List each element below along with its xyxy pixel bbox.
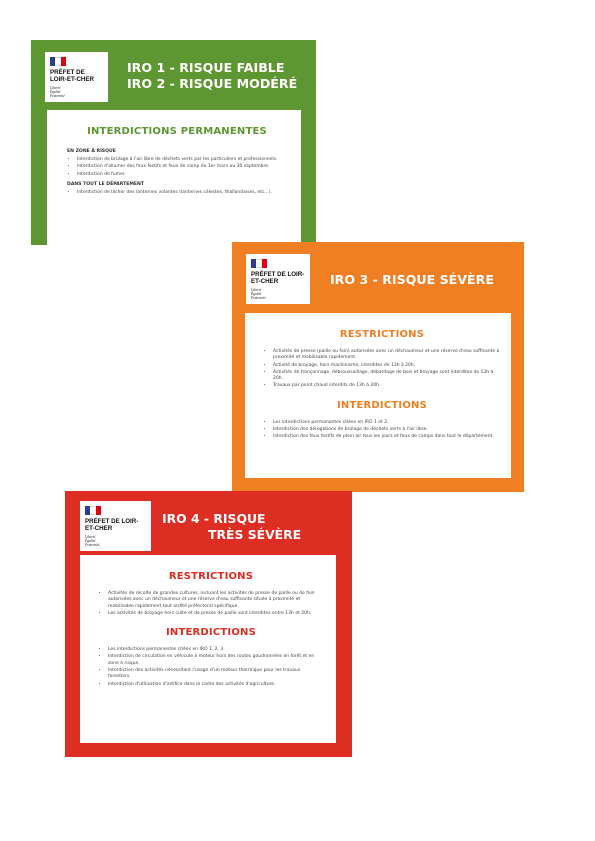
card-iro1-iro2: [31, 40, 316, 245]
prefet-logo: [246, 254, 310, 304]
prefet-name: PRÉFET DE LOIR-ET-CHER: [85, 518, 139, 532]
french-flag-icon: [50, 57, 66, 66]
list-item: • Les interdictions permanentes citées en IRO 1 et 2.: [273, 420, 501, 426]
title-line-1: IRO 1 - RISQUE FAIBLE: [127, 60, 285, 75]
card-iro3: [232, 242, 524, 492]
list-item: • Interdiction d'allumer des feux festifs et feux de camp du 1er mars au 30 septembre.: [77, 164, 287, 170]
republic-motto: Liberté Égalité Fraternité: [50, 86, 65, 98]
list-item: • Activité de broyage, hors machinisme, interdites de 13h à 20h.: [273, 363, 501, 369]
list-item: • Les interdictions permanentes citées en IRO 1, 2, 3.: [108, 647, 324, 653]
title-line-1: IRO 4 - RISQUE: [162, 511, 266, 526]
title-line-2: TRÈS SÉVÈRE: [208, 527, 302, 542]
title-line-2: IRO 2 - RISQUE MODÉRÉ: [127, 76, 298, 91]
list-item: • Travaux par point chaud interdits de 13h à 20h.: [273, 383, 501, 389]
interdictions-title: INTERDICTIONS: [336, 399, 428, 411]
content-panel: [80, 555, 336, 743]
prefet-logo: [80, 501, 151, 551]
list-item: • Interdiction des dérogations de brûlage de déchets verts à l'air libre.: [273, 427, 501, 433]
list-item: • Interdiction d'utilisation d'artifice dans le cadre des activités d'agriculture.: [108, 682, 324, 688]
content-panel: [47, 110, 301, 245]
republic-motto: Liberté Égalité Fraternité: [251, 288, 266, 300]
interdictions-title: INTERDICTIONS: [165, 627, 257, 639]
prefet-name: PRÉFET DE LOIR-ET-CHER: [251, 271, 305, 285]
interdictions-list: [98, 647, 324, 688]
card-title: [162, 511, 301, 543]
department-heading: DANS TOUT LE DÉPARTEMENT: [67, 181, 145, 187]
card-title: [127, 60, 297, 92]
list-item: • Les activités de broyage hors culte et de presse de paille sont interdites entre 13h et 20h.: [108, 611, 324, 617]
restrictions-title: RESTRICTIONS: [168, 571, 254, 582]
list-item: • Interdiction de fumer.: [77, 172, 287, 178]
interdictions-list: [263, 420, 501, 441]
department-list: [67, 190, 287, 196]
zone-heading: EN ZONE À RISQUE: [67, 149, 116, 154]
list-item: • Interdiction des activités nécessitant l'usage d'un moteur thermique pour les travaux forestiers.: [108, 668, 324, 681]
restrictions-list: [263, 349, 501, 390]
list-item: • Interdiction des feux festifs de plein air tous les jours et feux de camps dans tout le département.: [273, 434, 501, 440]
list-item: • Interdiction de lâcher des lanternes volantes (lanternes célestes, thaïlandaises, etc...).: [77, 190, 287, 196]
section-title: INTERDICTIONS PERMANENTES: [87, 126, 267, 137]
content-panel: [245, 313, 511, 478]
prefet-logo: [45, 52, 108, 102]
list-item: • Activités de récolte de grandes cultures, incluant les activités de presse de paille ou de foin autorisées avec un déchaumeur et une réserve d'eau suffisante située à proximité et mobilisable rapidement tout arrêté préfectoral spécifique.: [108, 591, 324, 610]
card-title: IRO 3 - RISQUE SÉVÈRE: [330, 272, 494, 287]
zone-list: [67, 157, 287, 178]
prefet-name: PRÉFET DE LOIR-ET-CHER: [50, 69, 94, 83]
list-item: • Activités de presse (paille ou foin) autorisées avec un déchaumeur et une réserve d'eau suffisante à proximité et mobilisable rapidement.: [273, 349, 501, 362]
french-flag-icon: [85, 506, 101, 515]
restrictions-list: [98, 591, 324, 617]
restrictions-title: RESTRICTIONS: [339, 329, 425, 340]
republic-motto: Liberté Égalité Fraternité: [85, 535, 100, 547]
card-iro4: [65, 491, 352, 757]
list-item: • Interdiction de circulation en véhicule à moteur hors des routes goudronnées en forêt et en zone à risque.: [108, 654, 324, 667]
list-item: • Interdiction de brûlage à l'air libre de déchets verts par les particuliers et professionnels.: [77, 157, 287, 163]
french-flag-icon: [251, 259, 267, 268]
list-item: • Activités de tronçonnage, débroussaillage, débardage de bois et broyage sont interdites de 13h à 20h.: [273, 370, 501, 383]
